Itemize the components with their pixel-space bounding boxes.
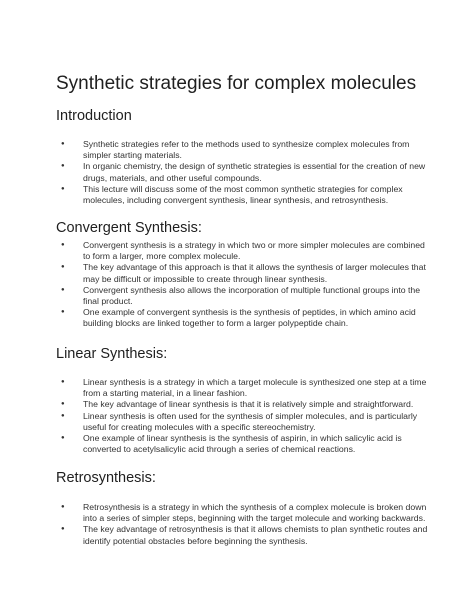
list-item [56,139,428,161]
list-item [56,377,428,399]
list-item [56,184,428,206]
list-item [56,433,428,455]
bullet-text: ● Retrosynthesis is a strategy in which the synthesis of a complex molecule is broken down into a series of simpler steps, beginning with the target molecule and working backwards. [83,502,427,524]
bullet-text: ● Linear synthesis is often used for the synthesis of simpler molecules, and is particularly useful for creating molecules with a specific stereochemistry. [83,410,418,432]
list-item [56,285,428,307]
bullet-text: ● Convergent synthesis also allows the incorporation of multiple functional groups into the final product. [83,284,421,307]
bullet-text: ● One example of convergent synthesis is the synthesis of peptides, in which amino acid building blocks are linked together to form a larger polypeptide chain. [83,307,416,329]
convergent-synthesis-bullet-list [56,240,428,330]
section-heading-introduction: Introduction [56,108,132,124]
section-heading-linear-synthesis: Linear Synthesis: [56,346,168,362]
bullet-text: ● The key advantage of retrosynthesis is that it allows chemists to plan synthetic routes and identify potential obstacles before beginning the synthesis. [83,524,428,546]
bullet-text: ● One example of linear synthesis is the synthesis of aspirin, in which salicylic acid is converted to acetylsalicylic acid through a series of chemical reactions. [83,433,402,455]
retrosynthesis-bullet-list [56,502,428,547]
section-heading-convergent-synthesis: Convergent Synthesis: [56,220,202,236]
linear-synthesis-bullet-list [56,377,428,455]
list-item [56,262,428,284]
bullet-text: ● Synthetic strategies refer to the methods used to synthesize complex molecules from simpler starting materials. [83,139,410,161]
list-item [56,240,428,262]
bullet-text: ● Convergent synthesis is a strategy in which two or more simpler molecules are combined to form a larger, more complex molecule. [83,240,425,262]
section-heading-retrosynthesis: Retrosynthesis: [56,470,156,486]
introduction-bullet-list [56,139,428,206]
bullet-text: ● The key advantage of this approach is that it allows the synthesis of larger molecules that may be difficult or impossible to create through linear synthesis. [83,262,426,284]
document-title: Synthetic strategies for complex molecules [56,73,417,94]
bullet-text: ● Linear synthesis is a strategy in which a target molecule is synthesized one step at a time from a starting material, in a linear fashion. [83,377,427,399]
list-item [56,161,428,183]
list-item [56,502,428,524]
bullet-text: ● The key advantage of linear synthesis is that it is relatively simple and straightforward. [83,399,414,410]
bullet-text: ● In organic chemistry, the design of synthetic strategies is essential for the creation of new drugs, materials, and other useful compounds. [83,161,426,183]
list-item [56,307,428,329]
bullet-text: ● This lecture will discuss some of the most common synthetic strategies for complex molecules, including convergent synthesis, linear synthesis, and retrosynthesis. [83,183,403,206]
list-item [56,524,428,546]
list-item [56,411,428,433]
list-item [56,399,428,410]
